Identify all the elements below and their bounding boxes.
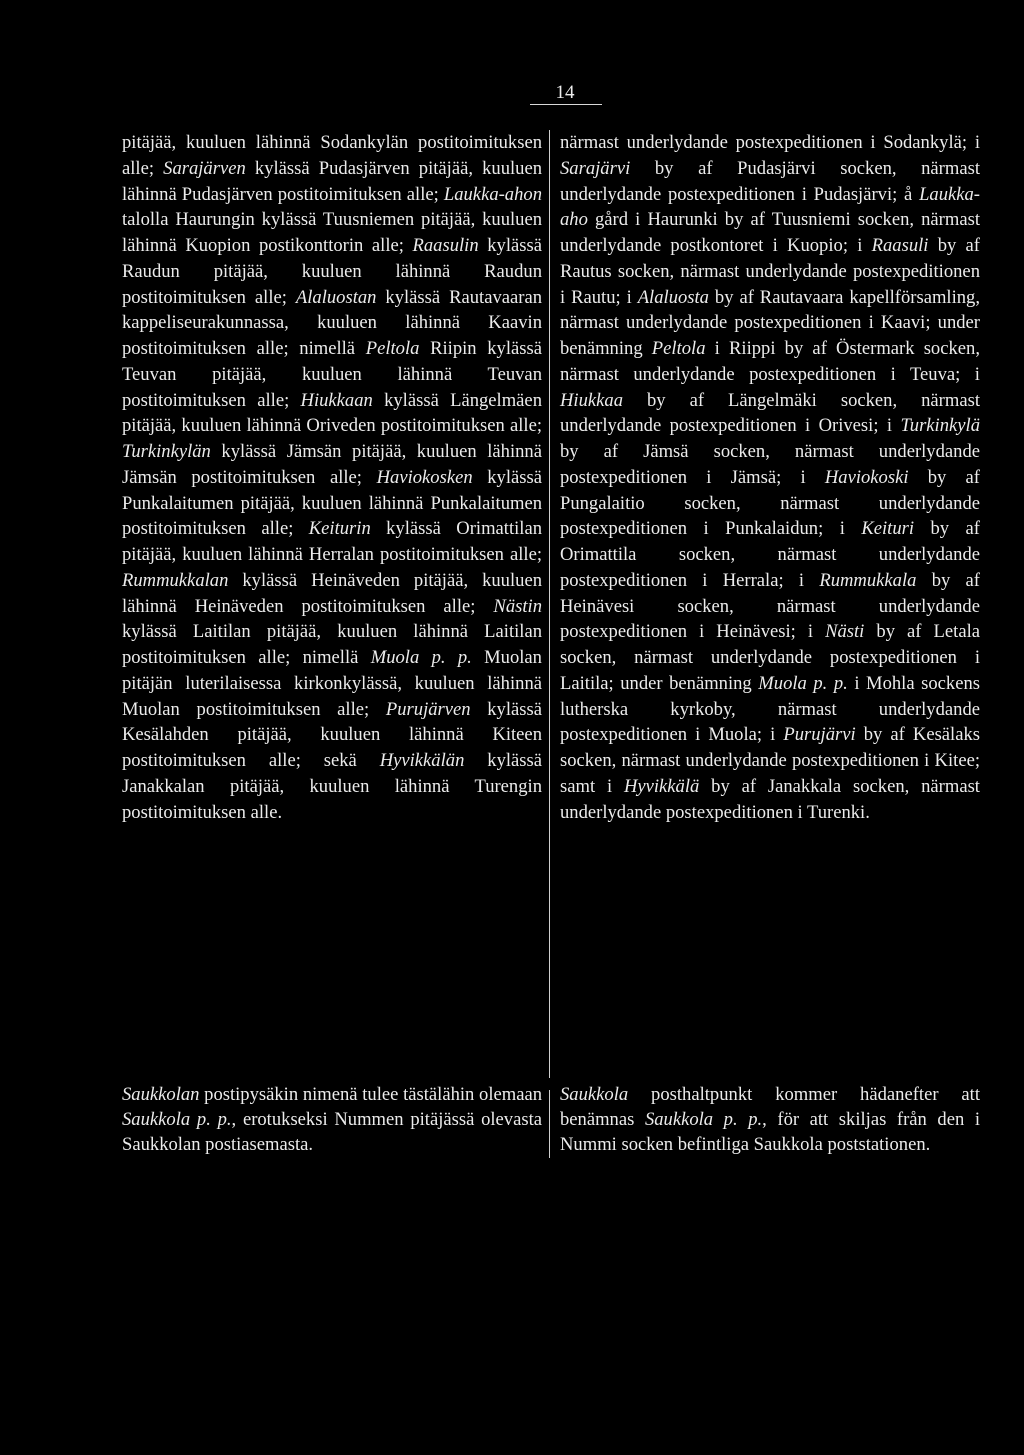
text-run: pitäjää, kuuluen lähinnä Sodankylän postitoimituksen alle; <box>122 132 547 179</box>
text-run: by af Rautus socken, närmast underlydande postexpeditionen i Rautu; i <box>560 235 985 308</box>
text-run: by af Heinävesi socken, närmast underlydande postexpeditionen i Heinävesi; i <box>560 569 985 643</box>
place-name: Alaluosta <box>637 286 709 308</box>
swedish-post-office-list <box>560 130 985 825</box>
place-name: Hiukkaa <box>560 389 623 411</box>
text-run: by af Orimattila socken, närmast underlydande postexpeditionen i Herrala; i <box>560 518 985 591</box>
place-name: Purujärven <box>385 698 471 720</box>
text-run: postipysäkin nimenä tulee tästälähin olemaan <box>199 1084 547 1105</box>
finnish-notice-paragraph <box>122 1082 547 1157</box>
text-run: närmast underlydande postexpeditionen i Sodankylä; i <box>560 132 985 153</box>
place-name: Laukka-ahon <box>443 183 542 205</box>
text-run: i Mohla sockens lutherska kyrkoby, närmast underlydande postexpeditionen i Muola; i <box>560 672 985 746</box>
place-name: Turkinkylä <box>900 415 980 437</box>
swedish-notice <box>560 1082 985 1157</box>
place-name: Peltola <box>651 338 706 359</box>
finnish-notice <box>122 1082 547 1157</box>
notice-column-divider <box>549 1090 550 1158</box>
text-run: kylässä Jämsän pitäjää, kuuluen lähinnä Jämsän postitoimituksen alle; <box>122 441 547 488</box>
place-name: Sarajärvi <box>560 157 631 179</box>
text-run: kylässä Laitilan pitäjää, kuuluen lähinnä Laitilan postitoimituksen alle; nimellä <box>122 595 547 668</box>
place-name: Purujärvi <box>783 724 856 746</box>
place-name: Raasuli <box>871 235 929 256</box>
text-run: gård i Haurunki by af Tuusniemi socken, närmast underlydande postkontoret i Kuopio; i <box>560 209 985 256</box>
text-run: kylässä Längelmäen pitäjää, kuuluen lähinnä Oriveden postitoimituksen alle; <box>122 389 547 437</box>
place-name: Keituri <box>861 518 915 540</box>
place-name: Nästi <box>825 621 865 643</box>
place-name: Alaluostan <box>295 286 377 308</box>
text-run: , erotukseksi Nummen pitäjässä olevasta Saukkolan postiasemasta. <box>122 1109 547 1155</box>
page-number: 14 <box>555 82 575 103</box>
text-run: talolla Haurungin kylässä Tuusniemen pitäjää, kuuluen lähinnä Kuopion postikonttorin alle; <box>122 183 547 256</box>
text-run: by af Längelmäki socken, närmast underlydande postexpeditionen i Orivesi; i <box>560 389 985 437</box>
place-name: Saukkolan <box>122 1084 200 1105</box>
text-run: by af Rautavaara kapellförsamling, närmast underlydande postexpeditionen i Kaavi; under benämning <box>560 286 985 359</box>
place-name: Keiturin <box>308 518 371 540</box>
finnish-post-office-list <box>122 130 547 825</box>
place-name: Saukkola p. p. <box>644 1109 763 1130</box>
text-run: kylässä Punkalaitumen pitäjää, kuuluen lähinnä Punkalaitumen postitoimituksen alle; <box>122 466 547 540</box>
column-divider <box>549 130 550 1078</box>
place-name: Rummukkala <box>819 569 917 591</box>
finnish-column <box>122 130 547 825</box>
swedish-column <box>560 130 985 825</box>
text-run: kylässä Heinäveden pitäjää, kuuluen lähinnä Heinäveden postitoimituksen alle; <box>122 569 547 617</box>
text-run: by af Kesälaks socken, närmast underlydande postexpeditionen i Kitee; samt i <box>560 724 985 797</box>
place-name: Muola p. p. <box>758 672 848 694</box>
text-run: kylässä Pudasjärven pitäjää, kuuluen lähinnä Pudasjärven postitoimituksen alle; <box>122 157 547 205</box>
text-run: by af Letala socken, närmast underlydande postexpeditionen i Laitila; under benämning <box>560 621 985 694</box>
place-name: Haviokoski <box>824 466 909 488</box>
place-name: Hyvikkälä <box>623 775 700 797</box>
text-run: kylässä Orimattilan pitäjää, kuuluen lähinnä Herralan postitoimituksen alle; <box>122 518 547 565</box>
place-name: Hyvikkälän <box>379 750 465 771</box>
text-run: Muolan pitäjän luterilaisessa kirkonkylässä, kuuluen lähinnä Muolan postitoimituksen alle; <box>122 647 547 720</box>
text-run: kylässä Raudun pitäjää, kuuluen lähinnä Raudun postitoimituksen alle; <box>122 235 547 308</box>
text-run: , för att skiljas från den i Nummi socken befintliga Saukkola poststationen. <box>560 1109 985 1155</box>
place-name: Saukkola <box>560 1084 629 1105</box>
place-name: Sarajärven <box>163 157 246 179</box>
place-name: Saukkola p. p. <box>122 1109 232 1130</box>
text-run: by af Janakkala socken, närmast underlydande postexpeditionen i Turenki. <box>560 775 985 823</box>
place-name: Muola p. p. <box>370 647 472 668</box>
text-run: by af Pudasjärvi socken, närmast underlydande postexpeditionen i Pudasjärvi; å <box>560 157 985 205</box>
page-number-rule <box>530 104 602 105</box>
place-name: Laukka-aho <box>560 183 980 231</box>
place-name: Rummukkalan <box>122 569 229 591</box>
place-name: Haviokosken <box>376 466 473 488</box>
text-run: Riipin kylässä Teuvan pitäjää, kuuluen lähinnä Teuvan postitoimituksen alle; <box>122 338 547 411</box>
text-run: by af Pungalaitio socken, närmast underlydande postexpeditionen i Punkalaidun; i <box>560 466 985 540</box>
place-name: Peltola <box>365 338 420 359</box>
text-run: i Riippi by af Östermark socken, närmast underlydande postexpeditionen i Teuva; i <box>560 338 985 385</box>
swedish-notice-paragraph <box>560 1082 985 1157</box>
text-run: posthaltpunkt kommer hädanefter att benämnas <box>560 1084 985 1130</box>
text-run: by af Jämsä socken, närmast underlydande postexpeditionen i Jämsä; i <box>560 415 985 488</box>
text-run: kylässä Janakkalan pitäjää, kuuluen lähinnä Turengin postitoimituksen alle. <box>122 750 547 823</box>
place-name: Turkinkylän <box>122 441 211 462</box>
place-name: Raasulin <box>412 235 479 256</box>
place-name: Nästin <box>493 595 542 617</box>
text-run: kylässä Kesälahden pitäjää, kuuluen lähinnä Kiteen postitoimituksen alle; sekä <box>122 698 547 771</box>
place-name: Hiukkaan <box>300 389 373 411</box>
text-run: kylässä Rautavaaran kappeliseurakunnassa, kuuluen lähinnä Kaavin postitoimituksen alle; nimellä <box>122 286 547 359</box>
